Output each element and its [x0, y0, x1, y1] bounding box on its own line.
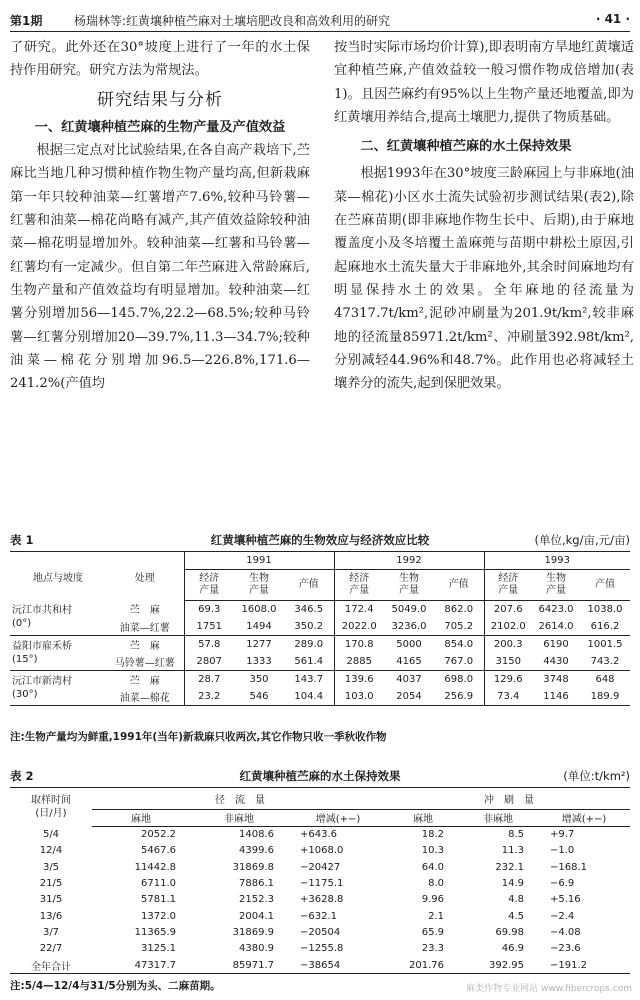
table1-cell: 4165 — [384, 653, 434, 671]
table-row — [10, 924, 630, 940]
table2-subheader: 非麻地 — [190, 809, 288, 826]
table2-time: 3/7 — [42, 926, 60, 938]
table2-cell: 4399.6 — [239, 845, 274, 857]
table2-cell: −191.2 — [538, 957, 630, 974]
table2-cell: 2.1 — [428, 910, 444, 922]
table1-cell: 73.4 — [484, 688, 532, 706]
table1-subheader: 产值 — [284, 569, 334, 600]
table1-cell: 561.4 — [284, 653, 334, 671]
table1-year: 1992 — [334, 552, 484, 570]
table2-cell: −38654 — [288, 957, 388, 974]
table2-time: 全年合计 — [10, 957, 92, 974]
table2-time: 3/5 — [42, 861, 60, 873]
table1-cell: 5000 — [396, 638, 422, 650]
table1-cell: 200.3 — [484, 635, 532, 653]
table2-cell: 392.95 — [458, 957, 538, 974]
table1-cell: 2614.0 — [532, 618, 580, 636]
table2-time: 12/4 — [39, 845, 63, 857]
table1-cell: 3748 — [543, 673, 569, 685]
table2-cell: −4.08 — [550, 926, 581, 938]
table1-cell: 172.4 — [334, 600, 384, 618]
table1-subheader: 经济 产量 — [184, 569, 234, 600]
right-column — [334, 36, 634, 395]
table2-cell: −20504 — [300, 926, 341, 938]
table2-cell: 8.0 — [428, 878, 444, 890]
table1-cell: 6423.0 — [538, 603, 574, 615]
table2-cell: 69.98 — [495, 926, 524, 938]
table2-cell: −1255.8 — [300, 943, 344, 955]
table2-cell: 11365.9 — [134, 926, 176, 938]
table2-cell: 1408.6 — [239, 829, 274, 841]
table1-cell: 103.0 — [334, 688, 384, 706]
table1-cell: 616.2 — [580, 618, 630, 636]
table2-cell: 3125.1 — [141, 943, 176, 955]
table1-cell: 862.0 — [444, 603, 474, 615]
subsection-heading: 一、红黄壤种植苎麻的生物产量及产值效益 — [34, 119, 286, 135]
table2-title: 红黄壤种植苎麻的水土保持效果 — [239, 769, 401, 783]
watermark: 麻类作物专业网站 www.fibercrops.com — [466, 984, 632, 994]
table2-header-runoff: 径 流 量 — [92, 788, 388, 810]
table2-unit: (单位:t/km²) — [563, 769, 630, 783]
section-heading: 研究结果与分析 — [97, 89, 223, 110]
table1-cell: 256.9 — [434, 688, 484, 706]
table-row — [10, 875, 630, 891]
table1-cell: 143.7 — [294, 673, 324, 685]
table1-cell: 854.0 — [444, 638, 474, 650]
table2-cell: 23.3 — [421, 943, 444, 955]
table1-cell: 2885 — [334, 653, 384, 671]
table2-cell: +5.16 — [550, 894, 581, 906]
table1-treatment: 油菜—棉花 — [106, 688, 184, 706]
table1-treatment: 苎 麻 — [129, 675, 160, 687]
table2-time: 31/5 — [39, 894, 63, 906]
table1-cell: 1001.5 — [587, 638, 623, 650]
table2-cell: 5467.6 — [141, 845, 176, 857]
table1-cell: 350.2 — [284, 618, 334, 636]
table2-cell: 46.9 — [501, 943, 524, 955]
table1-title: 红黄壤种植苎麻的生物效应与经济效应比较 — [210, 533, 430, 547]
table2-cell: −2.4 — [550, 910, 575, 922]
table2-cell: 4380.9 — [239, 943, 274, 955]
table2-cell: +643.6 — [300, 829, 338, 841]
table2-time: 22/7 — [39, 943, 63, 955]
table2-time: 21/5 — [39, 878, 63, 890]
table2-cell: 5781.1 — [141, 894, 176, 906]
table1-cell: 170.8 — [334, 635, 384, 653]
table2-header-erosion: 冲 刷 量 — [388, 788, 630, 810]
table2-time: 13/6 — [39, 910, 63, 922]
table2-subheader: 增减(+−) — [288, 809, 388, 826]
table-row — [10, 635, 630, 653]
table2-cell: 11.3 — [501, 845, 524, 857]
table1-cell: 1277 — [246, 638, 272, 650]
table1-header-treatment: 处理 — [106, 552, 184, 601]
issue-number: 第1期 — [10, 14, 43, 28]
table2-cell: −23.6 — [550, 943, 581, 955]
table-row — [10, 670, 630, 688]
table2-cell: 7886.1 — [239, 878, 274, 890]
table1-cell: 28.7 — [184, 670, 234, 688]
table1-unit: (单位,kg/亩,元/亩) — [534, 533, 630, 547]
table1-subheader: 生物 产量 — [532, 569, 580, 600]
paragraph: 了研究。此外还在30°坡度上进行了一年的水土保持作用研究。研究方法为常规法。 — [10, 40, 310, 79]
table-row — [10, 843, 630, 859]
table1-cell: 2054 — [384, 688, 434, 706]
table-row — [10, 600, 630, 618]
table2-cell: 232.1 — [495, 861, 524, 873]
table2-cell: 1372.0 — [141, 910, 176, 922]
subsection-heading: 二、红黄壤种植苎麻的水土保持效果 — [360, 139, 572, 155]
table2-cell: −20427 — [300, 861, 341, 873]
table2-cell: +1068.0 — [300, 845, 344, 857]
table2-header-time: 取样时间 (日/月) — [10, 788, 92, 827]
table1-cell: 2807 — [184, 653, 234, 671]
table2-cell: 18.2 — [421, 829, 444, 841]
table2-cell: 201.76 — [388, 957, 458, 974]
table1-note: 注:生物产量均为鲜重,1991年(当年)新栽麻只收两次,其它作物只收一季秋收作物 — [10, 731, 387, 743]
table1-cell: 4037 — [396, 673, 422, 685]
table1-cell: 767.0 — [434, 653, 484, 671]
table1-cell: 1333 — [234, 653, 284, 671]
table2-cell: 64.0 — [421, 861, 444, 873]
table1-header-site: 地点与坡度 — [10, 552, 106, 601]
table2-subheader: 非麻地 — [458, 809, 538, 826]
table2-cell: 2004.1 — [239, 910, 274, 922]
table1-cell: 3236.0 — [384, 618, 434, 636]
table-row — [10, 957, 630, 974]
table2-cell: −1.0 — [550, 845, 575, 857]
table2-subheader: 增减(+−) — [538, 809, 630, 826]
table1-cell: 129.6 — [484, 670, 532, 688]
table1-label: 表 1 — [10, 533, 34, 547]
table1-cell: 1494 — [234, 618, 284, 636]
table2-cell: −632.1 — [300, 910, 338, 922]
table-row — [10, 826, 630, 843]
table2-cell: 2052.2 — [141, 829, 176, 841]
table1-cell: 289.0 — [294, 638, 324, 650]
table1-site: 沅江市共和村 (0°) — [10, 600, 106, 635]
table1-cell: 1146 — [532, 688, 580, 706]
table1-cell: 104.4 — [284, 688, 334, 706]
table1-cell: 350 — [249, 673, 269, 685]
table2-subheader: 麻地 — [388, 809, 458, 826]
table1-cell: 2022.0 — [334, 618, 384, 636]
table-row — [10, 941, 630, 957]
table2-cell: 65.9 — [421, 926, 444, 938]
table2-cell: 14.9 — [501, 878, 524, 890]
header-rule — [10, 31, 630, 32]
table1-cell: 4430 — [532, 653, 580, 671]
table1-cell: 23.2 — [184, 688, 234, 706]
table1-year: 1993 — [484, 552, 630, 570]
table2-cell: −1175.1 — [300, 878, 344, 890]
table1-cell: 1038.0 — [587, 603, 623, 615]
table1-cell: 546 — [234, 688, 284, 706]
table-row — [10, 908, 630, 924]
table1-cell: 743.2 — [580, 653, 630, 671]
table1-cell: 69.3 — [184, 600, 234, 618]
table1-year: 1991 — [184, 552, 334, 570]
table1-subheader: 产值 — [580, 569, 630, 600]
table-row — [10, 859, 630, 875]
table2-cell: 47317.7 — [92, 957, 190, 974]
table2-cell: +9.7 — [550, 829, 575, 841]
table1-subheader: 生物 产量 — [384, 569, 434, 600]
table2-cell: 11442.8 — [134, 861, 176, 873]
table1-treatment: 苎 麻 — [129, 640, 160, 652]
table2-cell: 9.96 — [421, 894, 444, 906]
table1-cell: 189.9 — [580, 688, 630, 706]
table1-subheader: 生物 产量 — [234, 569, 284, 600]
table1-cell: 346.5 — [294, 603, 324, 615]
table1-cell: 139.6 — [334, 670, 384, 688]
table1-subheader: 经济 产量 — [334, 569, 384, 600]
table2-cell: 4.8 — [508, 894, 524, 906]
page-number: · 41 · — [595, 12, 630, 26]
table1-cell: 57.8 — [184, 635, 234, 653]
table2-cell: −168.1 — [550, 861, 588, 873]
table1-cell: 2102.0 — [484, 618, 532, 636]
table1-site: 益阳市雇禾桥 (15°) — [10, 635, 106, 670]
table-row — [10, 892, 630, 908]
table2-note: 注:5/4—12/4与31/5分别为头、二麻苗期。 — [10, 980, 221, 992]
table1-cell: 1608.0 — [241, 603, 277, 615]
running-title: 杨瑞林等:红黄壤种植苎麻对土壤培肥改良和高效利用的研究 — [74, 14, 391, 28]
table2-cell: 31869.9 — [232, 926, 274, 938]
table1-caption — [10, 530, 630, 548]
table2-cell: 2152.3 — [239, 894, 274, 906]
paragraph: 按当时实际市场均价计算),即表明南方旱地红黄壤适宜种植苎麻,产值效益较一般习惯作物成倍增加(表1)。且因苎麻约有95%以上生物产量还地覆盖,即为红黄壤用养结合,提高土壤肥力,提供了物质基础。 — [334, 40, 634, 125]
paragraph: 根据三定点对比试验结果,在各自高产栽培下,苎麻比当地几种习惯种植作物生物产量均高,但新栽麻第一年只较种油菜—红薯增产7.6%,较种马铃薯—红薯和油菜—棉花尚略有减产,其产值效益除较种油菜—棉花明显增加外。较种油菜—红薯和马铃薯—红薯均有一定减少。但自第二年苎麻进入常龄麻后,生物产量和产值效益均有明显增加。较种油菜—红薯分别增加56—145.7%,22.2—68.5%;较种马铃薯—红薯分别增加20—39.7%,11.3—34.7%;较种油菜—棉花分别增加96.5—226.8%,171.6—241.2%(产值均 — [10, 143, 310, 392]
table1-cell: 6190 — [543, 638, 569, 650]
table2-cell: 10.3 — [421, 845, 444, 857]
table1-cell: 1751 — [184, 618, 234, 636]
table1-cell: 705.2 — [434, 618, 484, 636]
table2-subheader: 麻地 — [92, 809, 190, 826]
table1-subheader: 经济 产量 — [484, 569, 532, 600]
table2-cell: 85971.7 — [190, 957, 288, 974]
table2-cell: 4.5 — [508, 910, 524, 922]
left-column — [10, 36, 310, 395]
running-header — [10, 10, 630, 30]
table1-cell: 698.0 — [444, 673, 474, 685]
table2-cell: 6711.0 — [141, 878, 176, 890]
table1 — [10, 551, 630, 706]
table1-treatment: 马铃薯—红薯 — [106, 653, 184, 671]
table1-cell: 3150 — [484, 653, 532, 671]
table2-cell: +3628.8 — [300, 894, 344, 906]
table1-cell: 5049.0 — [391, 603, 427, 615]
table1-cell: 648 — [595, 673, 615, 685]
table2-cell: −6.9 — [550, 878, 575, 890]
table1-cell: 207.6 — [484, 600, 532, 618]
table1-subheader: 产值 — [434, 569, 484, 600]
table1-site: 沅江市新湾村 (30°) — [10, 670, 106, 705]
table1-treatment: 油菜—红薯 — [106, 618, 184, 636]
paragraph: 根据1993年在30°坡度三龄麻园上与非麻地(油菜—棉花)小区水土流失试验初步测试结果(表2),除在苎麻苗期(即非麻地作物生长中、后期),由于麻地覆盖度小及冬培覆土盖麻蔸与苗期中耕松土原因,引起麻地水土流失量大于非麻地外,其余时间麻地均有明显保持水土的效果。全年麻地的径流量为47317.7t/km²,泥砂冲刷量为201.9t/km²,较非麻地的径流量85971.2t/km²、冲刷量392.98t/km²,分别减轻44.96%和48.7%。此作用也必将减轻土壤养分的流失,起到保肥效果。 — [334, 166, 634, 392]
table2-time: 5/4 — [42, 828, 60, 840]
table2 — [10, 787, 630, 974]
table1-treatment: 苎 麻 — [129, 605, 160, 617]
table2-cell: 8.5 — [508, 829, 524, 841]
table2-label: 表 2 — [10, 769, 34, 783]
table2-caption — [10, 766, 630, 784]
table2-cell: 31869.8 — [232, 861, 274, 873]
